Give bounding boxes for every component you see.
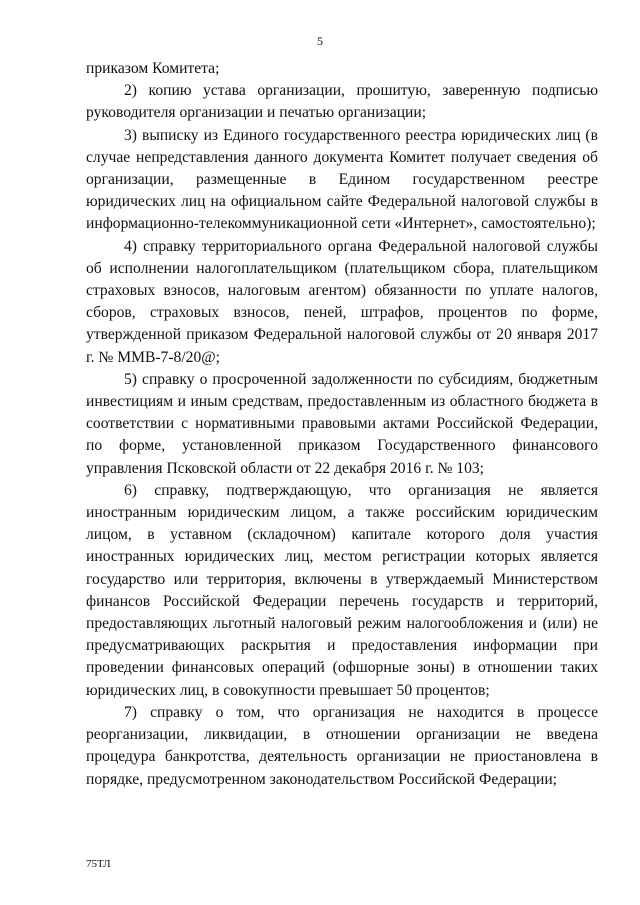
document-body (86, 58, 598, 791)
paragraph-continuation: приказом Комитета; (86, 60, 220, 77)
paragraph-item-6: 6) справку, подтверждающую, что организация не является иностранным юридическим лицом, а также российским юридическим лицом, в уставном (складочном) капитале которого доля участия иностранных юридических лиц, местом регистрации которых является государство или территория, включены в утверждаемый Министерством финансов Российской Федерации перечень государств и территорий, предоставляющих льготный налоговый режим налогообложения и (или) не предусматривающих раскрытия и предоставления информации при проведении финансовых операций (офшорные зоны) в отношении таких юридических лиц, в совокупности превышает 50 процентов; (86, 481, 598, 699)
paragraph-item-4: 4) справку территориального органа Федеральной налоговой службы об исполнении налогоплательщиком (плательщиком сбора, плательщиком страховых взносов, налоговым агентом) обязанности по уплате налогов, сборов, страховых взносов, пеней, штрафов, процентов по форме, утвержденной приказом Федеральной налоговой службы от 20 января 2017 г. № ММВ-7-8/20@; (86, 237, 598, 366)
paragraph-item-2: 2) копию устава организации, прошитую, заверенную подписью руководителя организации и печатью организации; (86, 82, 598, 122)
paragraph-item-3: 3) выписку из Единого государственного реестра юридических лиц (в случае непредставления данного документа Комитет получает сведения об организации, размещенные в Едином государственном реестре юридических лиц на официальном сайте Федеральной налоговой службы в информационно-телекоммуникационной сети «Интернет», самостоятельно); (86, 126, 598, 233)
page-number: 5 (317, 34, 323, 48)
paragraph-item-7: 7) справку о том, что организация не находится в процессе реорганизации, ликвидации, в отношении организации не введена процедура банкротства, деятельность организации не приостановлена в порядке, предусмотренном законодательством Российской Федерации; (86, 703, 598, 788)
paragraph-item-5: 5) справку о просроченной задолженности по субсидиям, бюджетным инвестициям и иным средствам, предоставленным из областного бюджета в соответствии с нормативными правовыми актами Российской Федерации, по форме, установленной приказом Государственного финансового управления Псковской области от 22 декабря 2016 г. № 103; (86, 370, 598, 477)
footer-code: 75ТЛ (86, 858, 111, 870)
